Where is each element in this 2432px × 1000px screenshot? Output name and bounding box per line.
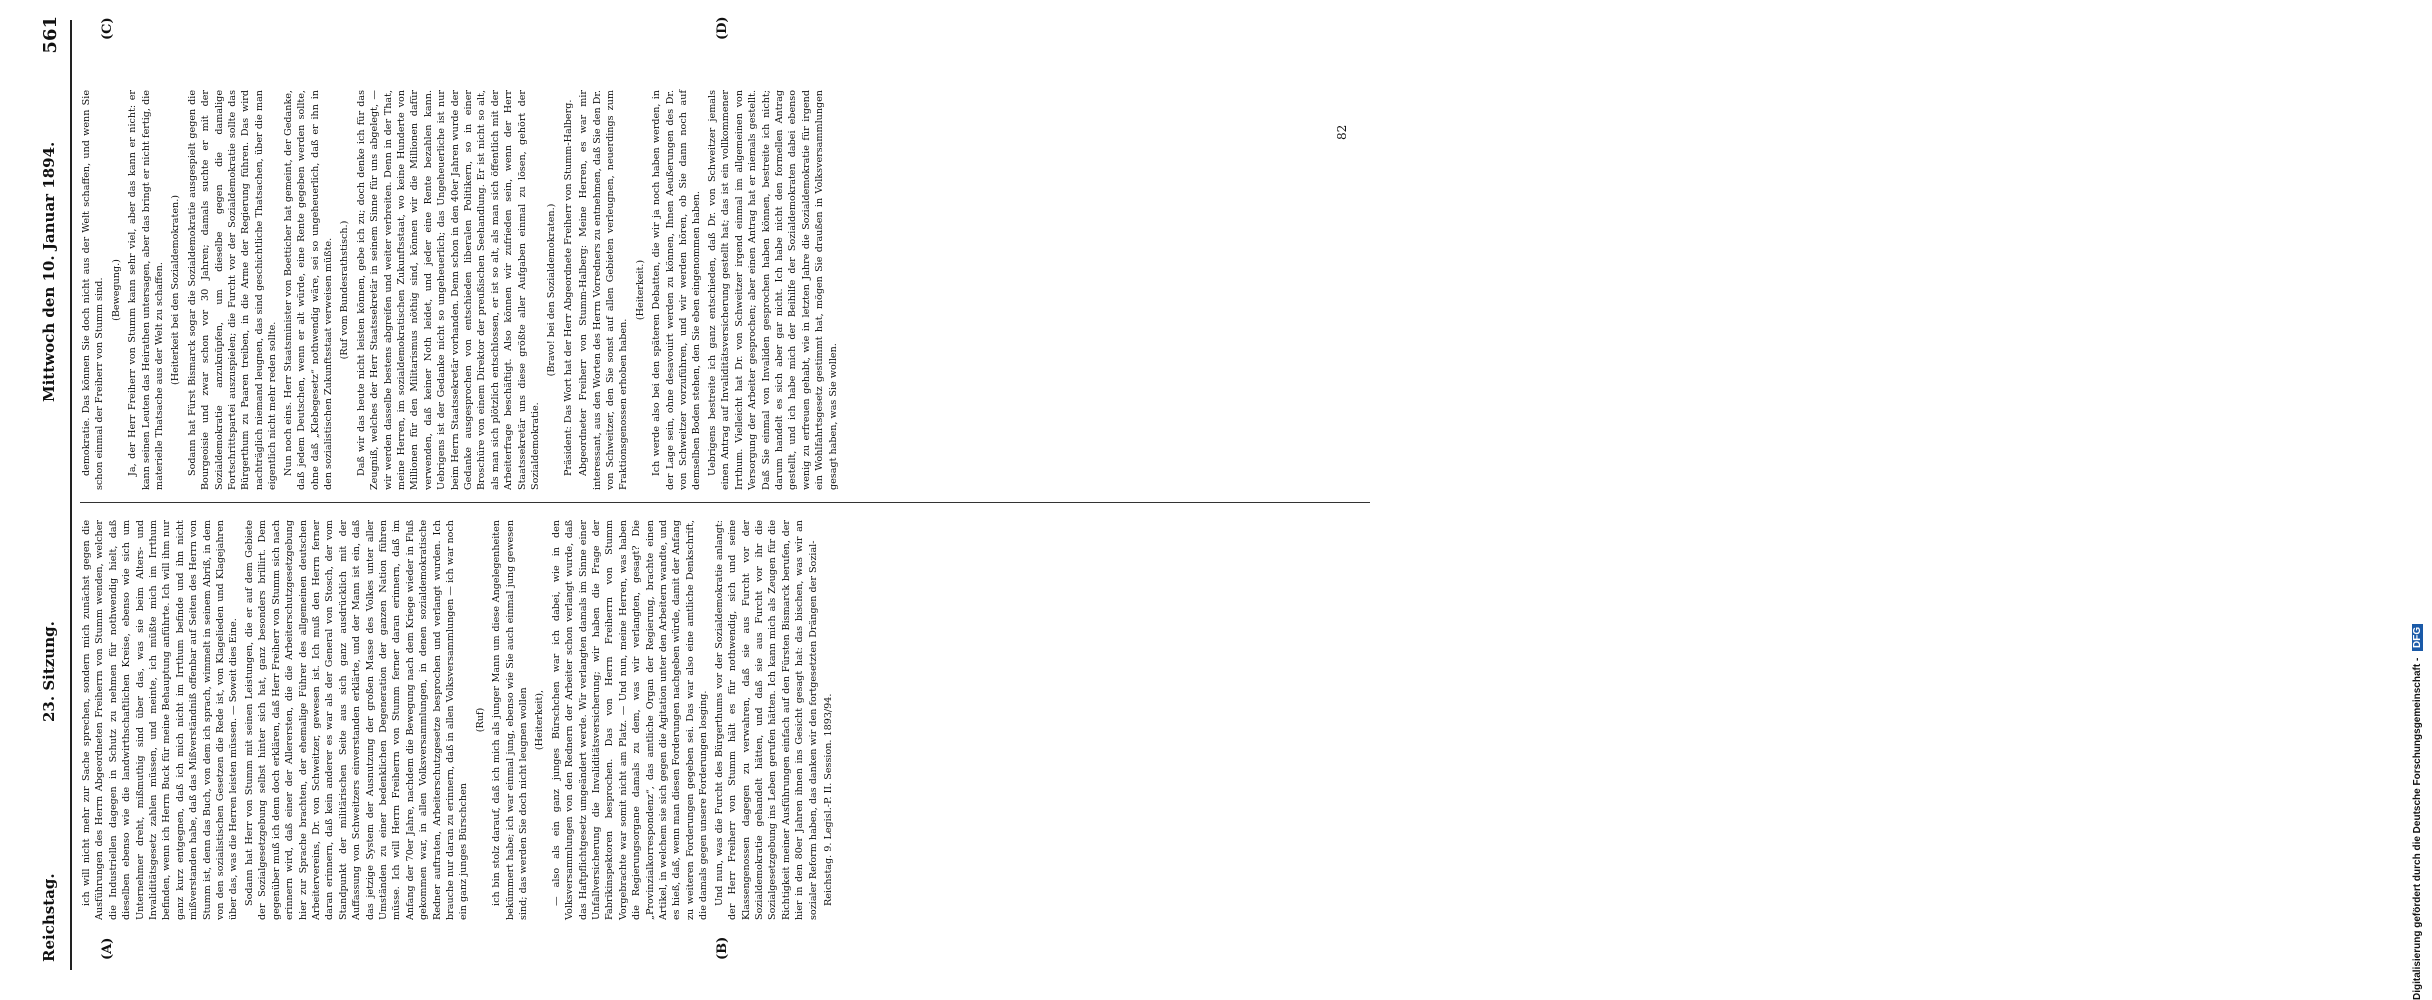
interjection: (Ruf) bbox=[474, 707, 486, 733]
paragraph: Daß wir das heute nicht leisten können, gebe ich zu; doch denke ich für das Zeugniß, welches der Herr Staatssekretär in seinem Sinne für uns abgelegt, — wir werden dasselbe bestens abgreifen und weiter verbreiten. Denn in der That, meine Herren, im sozialdemokratischen Zukunftsstaat, wo keine Hunderte von Millionen für den Militarismus nöthig sind, können wir die Millionen dafür verwenden, daß keiner Noth leidet, und jeder eine Rente bezahlen kann. Uebrigens ist der Gedanke nicht so ungeheuerlich; das Ungeheuerliche ist nur beim Herrn Staatssekretär vorhanden. Denn schon in den 40er Jahren wurde der Gedanke ausgesprochen von entschieden liberalen Politikern, so in einer Broschüre von einem Direktor der preußischen Seehandlung. Er ist nicht so alt, als man sich plötzlich entschlossen, er ist so alt, als man sich öffentlich mit der Arbeiterfrage beschäftigt. Also können wir zufrieden sein, wenn der Herr Staatssekretär uns diese größte aller Aufgaben einmal zu lösen, gehört der Sozialdemokratie. bbox=[355, 90, 541, 490]
margin-letter-c: (C) bbox=[100, 17, 115, 40]
footer-number: 82 bbox=[1335, 124, 1349, 140]
right-column bbox=[80, 90, 1370, 490]
paragraph: Uebrigens bestreite ich ganz entschieden, daß Dr. von Schweitzer jemals einen Antrag auf Invaliditätsversicherung gestellt hat; das ist ein vollkommener Irrthum. Vielleicht hat Dr. von Schweitzer irgend einmal im allgemeinen von Versorgung der Arbeiter gesprochen; aber einen Antrag hat er niemals gestellt. Daß Sie einmal von Invaliden gesprochen haben können, bestreite ich nicht; darum handelt es sich aber gar nicht. Ich habe nicht den formellen Antrag gestellt, und ich habe mich der Beihilfe der Sozialdemokraten dabei ebenso wenig zu erfreuen gehabt, wie in letzten Jahre die Sozialdemokratie für irgend ein Wohlfahrtsgesetz gestimmt hat, mögen Sie draußen in Volksversammlungen gesagt haben, was Sie wollen. bbox=[706, 90, 839, 490]
paragraph: ich bin stolz darauf, daß ich mich als junger Mann um diese Angelegenheiten bekümmert habe; ich war einmal jung, ebenso wie Sie auch einmal jung gewesen sind; das werden Sie doch nicht leugnen wollen bbox=[491, 520, 529, 920]
header-date: Mittwoch den 10. Januar 1894. bbox=[40, 141, 58, 402]
page-number: 561 bbox=[40, 16, 61, 54]
paragraph: Nun noch eins. Herr Staatsminister von Boetticher hat gemeint, der Gedanke, daß jedem Deutschen, wenn er alt würde, eine Rente gegeben werden sollte, ohne daß „Klebegesetz“ nothwendig wäre, sei so ungeheuerlich, daß er ihn in den sozialistischen Zukunftsstaat verweisen müßte. bbox=[282, 90, 334, 490]
header-rule bbox=[70, 20, 72, 970]
margin-letter-d: (D) bbox=[715, 16, 730, 40]
paragraph: Sodann hat Herr von Stumm mit seinen Leistungen, die er auf dem Gebiete der Sozialgesetzgebung selbst hinter sich hat, ganz besonders brillirt. Dem gegenüber muß ich denn doch erklären, daß Herr Freiherr von Stumm sich nach erinnern wird, daß einer der Allerersten, die die Arbeiterschutzgesetzgebung hier zur Sprache brachten, der ehemalige Führer des allgemeinen deutschen Arbeitervereins, Dr. von Schweitzer, gewesen ist. Ich muß den Herrn ferner daran erinnern, daß kein anderer es war als der General von Stosch, der vom Standpunkt der militärischen Seite aus sich ganz ausdrücklich mit der Auffassung von Schweitzers einverstanden erklärte, und der Mann ist ein, daß das jetzige System der Ausnutzung der großen Masse des Volkes unter aller Umständen zu einer bedenklichen Degeneration der ganzen Nation führen müsse. Ich will Herrn Freiherrn von Stumm ferner daran erinnern, daß im Anfang der 70er Jahre, nachdem die Bewegung nach dem Kriege wieder in Fluß gekommen war, in allen Volksversammlungen, in denen sozialdemokratische Redner auftraten, Arbeiterschutzgesetze besprochen und verlangt wurden. Ich brauche nur daran zu erinnern, daß in allen Volksversammlungen — ich war noch ein ganz junges Bürschchen bbox=[243, 520, 470, 920]
paragraph: Ich werde also bei den späteren Debatten, die wir ja noch haben werden, in der Lage sein, ohne desavouirt werden zu können, Ihnen Aeußerungen des Dr. von Schweitzer vorzuführen, und wir werden hören, ob Sie dann noch auf demselben Boden stehen, den Sie eben eingenommen haben. bbox=[651, 90, 703, 490]
digitization-sidebar bbox=[1412, 0, 2423, 1000]
digitization-note bbox=[2412, 0, 2432, 1000]
interjection: (Ruf vom Bundesrathstisch.) bbox=[339, 220, 351, 360]
column-divider bbox=[80, 502, 1370, 503]
margin-letter-a: (A) bbox=[100, 937, 115, 960]
digitization-text: Digitalisierung gefördert durch die Deutsche Forschungsgemeinschaft - bbox=[2412, 657, 2423, 1000]
paragraph: Abgeordneter Freiherr von Stumm-Halberg: Meine Herren, es war mir interessant, aus den Worten des Herrn Vorredners zu entnehmen, daß Sie den Dr. von Schweitzer, den Sie sonst auf allen Gebieten verleugnen, neuerdings zum Fraktionsgenossen erhoben haben. bbox=[578, 90, 630, 490]
paragraph: Reichstag. 9. Legisl.-P. II. Session. 1893/94. bbox=[822, 693, 834, 906]
page-header bbox=[40, 16, 66, 962]
interjection: (Bravo! bei den Sozialdemokraten.) bbox=[546, 203, 558, 377]
margin-letter-b: (B) bbox=[715, 936, 730, 960]
interjection: (Heiterkeit.) bbox=[634, 259, 646, 321]
paragraph: — also als ein ganz junges Bürschchen war ich dabei, wie in den Volksversammlungen von den Rednern der Arbeiter schon verlangt wurde, daß das Haftpflichtgesetz umgeändert werde. Wir verlangten damals im Sinne einer Unfallversicherung die Invaliditätsversicherung; wir haben die Frage der Fabrikinspektoren besprochen. Das von Herrn Freiherrn von Stumm Vorgebrachte war somit nicht am Platz. — Und nun, meine Herren, was haben die Regierungsorgane damals zu dem, was wir verlangten, gesagt? Die „Provinzialkorrespondenz“, das amtliche Organ der Regierung, brachte einen Artikel, in welchem sie sich gegen die Agitation unter den Arbeitern wandte, und es hieß, daß, wenn man diesen Forderungen nachgeben würde, damit der Anfang zu weiteren Forderungen gegeben sei. Das war also eine amtliche Denkschrift, die damals gegen unsere Forderungen losging. bbox=[550, 520, 710, 920]
interjection: (Heiterkeit bei den Sozialdemokraten.) bbox=[170, 195, 182, 385]
paragraph: Ja, der Herr Freiherr von Stumm kann sehr viel, aber das kann er nicht: er kann seinen Leuten das Heirathen untersagen, aber das bringt er nicht fertig, die materielle Thatsache aus der Welt zu schaffen. bbox=[127, 90, 166, 490]
dfg-badge: DFG bbox=[2412, 624, 2423, 651]
left-column bbox=[80, 520, 1370, 920]
paragraph: demokratie. Das können Sie doch nicht aus der Welt schaffen, und wenn Sie schon einmal der Freiherr von Stumm sind. bbox=[81, 90, 106, 490]
paragraph: ich will nicht mehr zur Sache sprechen, sondern mich zunächst gegen die Ausführungen des Herrn Abgeordneten Freiherrn von Stumm wenden, welcher die Industriellen dagegen in Schutz zu nehmen für nothwendig hielt, daß dieselben ebenso wie die landwirthschaftlichen Kreise, ebenso wie sich um Unternehmer dreht, mißmuthig sind über das, was sie beim Alters- und Invaliditätsgesetz zahlen müssen, und meinte, ich müßte mich im Irrthum befinden, wenn ich Herrn Buck für meine Behauptung anführte. Ich will ihm nur ganz kurz entgegnen, daß ich mich nicht im Irrthum befinde und ihn nicht mißverstanden habe, daß das Mißverständniß offenbar auf Seiten des Herrn von Stumm ist, denn das Buch, von dem ich sprach, wimmelt in seinem Abriß, in dem von den sozialistischen Gesetzen die Rede ist, von Klagelieden und Klagejahren über das, was die Herren leisten müssen. — Soweit dies Eine. bbox=[81, 520, 240, 920]
header-session: 23. Sitzung. bbox=[40, 621, 58, 722]
interjection: (Heiterkeit), bbox=[534, 689, 546, 751]
header-left: Reichstag. bbox=[40, 873, 58, 962]
interjection: (Bewegung.) bbox=[110, 259, 122, 321]
paragraph: Und nun, was die Furcht des Bürgerthums vor der Sozialdemokratie anlangt: der Herr Freiherr von Stumm hält es für nothwendig, sich und seine Klassengenossen dagegen zu verwahren, daß sie aus Furcht vor der Sozialdemokratie gehandelt hätten, und daß sie aus Furcht vor ihr die Sozialgesetzgebung ins Leben gerufen hätten. Ich kann mich als Zeugen für die Richtigkeit meiner Ausführungen einfach auf den Fürsten Bismarck berufen, der hier in den 80er Jahren ihnen ins Gesicht gesagt hat: das bischen, was wir an sozialer Reform haben, das danken wir den fortgesetzten Drängen der Sozial- bbox=[713, 520, 819, 920]
paragraph: Sodann hat Fürst Bismarck sogar die Sozialdemokratie ausgespielt gegen die Bourgeoisie und zwar schon vor 30 Jahren; damals suchte er mit der Sozialdemokratie anzuknüpfen, um dieselbe gegen die damalige Fortschrittspartei auszuspielen; die Furcht vor der Sozialdemokratie sollte das Bürgerthum zu Paaren treiben, in die Arme der Regierung führen. Das wird nachträglich niemand leugnen, das sind geschichtliche Thatsachen, über die man eigentlich nicht mehr reden sollte. bbox=[186, 90, 279, 490]
paragraph: Präsident: Das Wort hat der Herr Abgeordnete Freiherr von Stumm-Halberg. bbox=[562, 99, 574, 476]
